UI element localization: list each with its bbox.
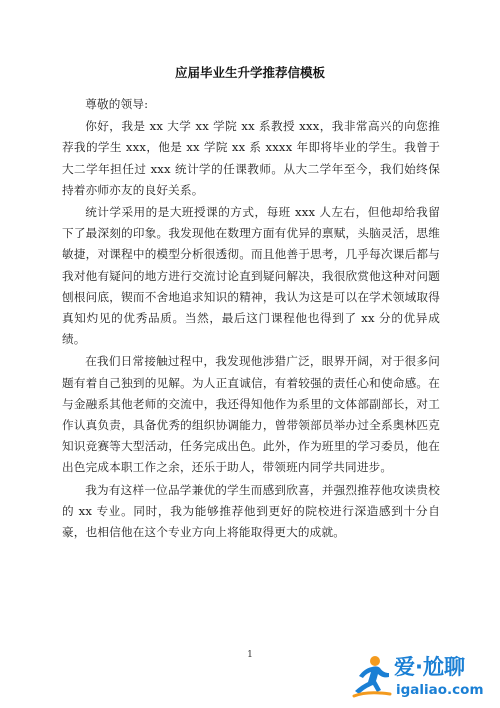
paragraph-course-performance: 统计学采用的是大班授课的方式，每班 xxx 人左右，但他却给我留下了最深刻的印象。我发现他在数理方面有优异的禀赋，头脑灵活，思维敏捷，对课程中的模型分析很透彻。而且他善于思考，几乎每次课后都与我对他有疑问的地方进行交流讨论直到疑问解决，我很欣赏他这种对问题刨根问底，锲而不舍地追求知识的精神，我认为这是可以在学术领域取得真知灼见的优秀品质。当然，最后这门课程他也得到了 xx 分的优异成绩。	[62, 205, 440, 347]
watermark-site-url: igaliao.com	[396, 682, 484, 698]
watermark-site-name: 爱·尬聊	[394, 655, 465, 679]
page-number: 1	[247, 650, 253, 660]
document-body	[62, 94, 440, 543]
paragraph-recommendation: 我为有这样一位品学兼优的学生而感到欣喜，并强烈推荐他攻读贵校的 xx 专业。同时，我为能够推荐他到更好的院校进行深造感到十分自豪，也相信他在这个专业方向上将能取得更大的成就。	[62, 482, 440, 540]
paragraph-introduction: 你好，我是 xx 大学 xx 学院 xx 系教授 xxx，我非常高兴的向您推荐我的学生 xxx，他是 xx 学院 xx 系 xxxx 年即将毕业的学生。我曾于大二学年担任过 xxx 统计学的任课教师。从大二学年至今，我们始终保持着亦师亦友的良好关系。	[62, 119, 440, 197]
paragraph-character: 在我们日常接触过程中，我发现他涉猎广泛，眼界开阔，对于很多问题有着自己独到的见解。为人正直诚信，有着较强的责任心和使命感。在与金融系其他老师的交流中，我还得知他作为系里的文体部副部长，对工作认真负责，具备优秀的组织协调能力，曾带领部员举办过全系奥林匹克知识竞赛等大型活动，任务完成出色。此外，作为班里的学习委员，他在出色完成本职工作之余，还乐于助人，带领班内同学共同进步。	[62, 354, 440, 475]
salutation: 尊敬的领导:	[85, 97, 149, 111]
document-title: 应届毕业生升学推荐信模板	[174, 65, 325, 80]
running-figure-logo-icon	[350, 654, 394, 700]
site-watermark	[350, 652, 496, 704]
